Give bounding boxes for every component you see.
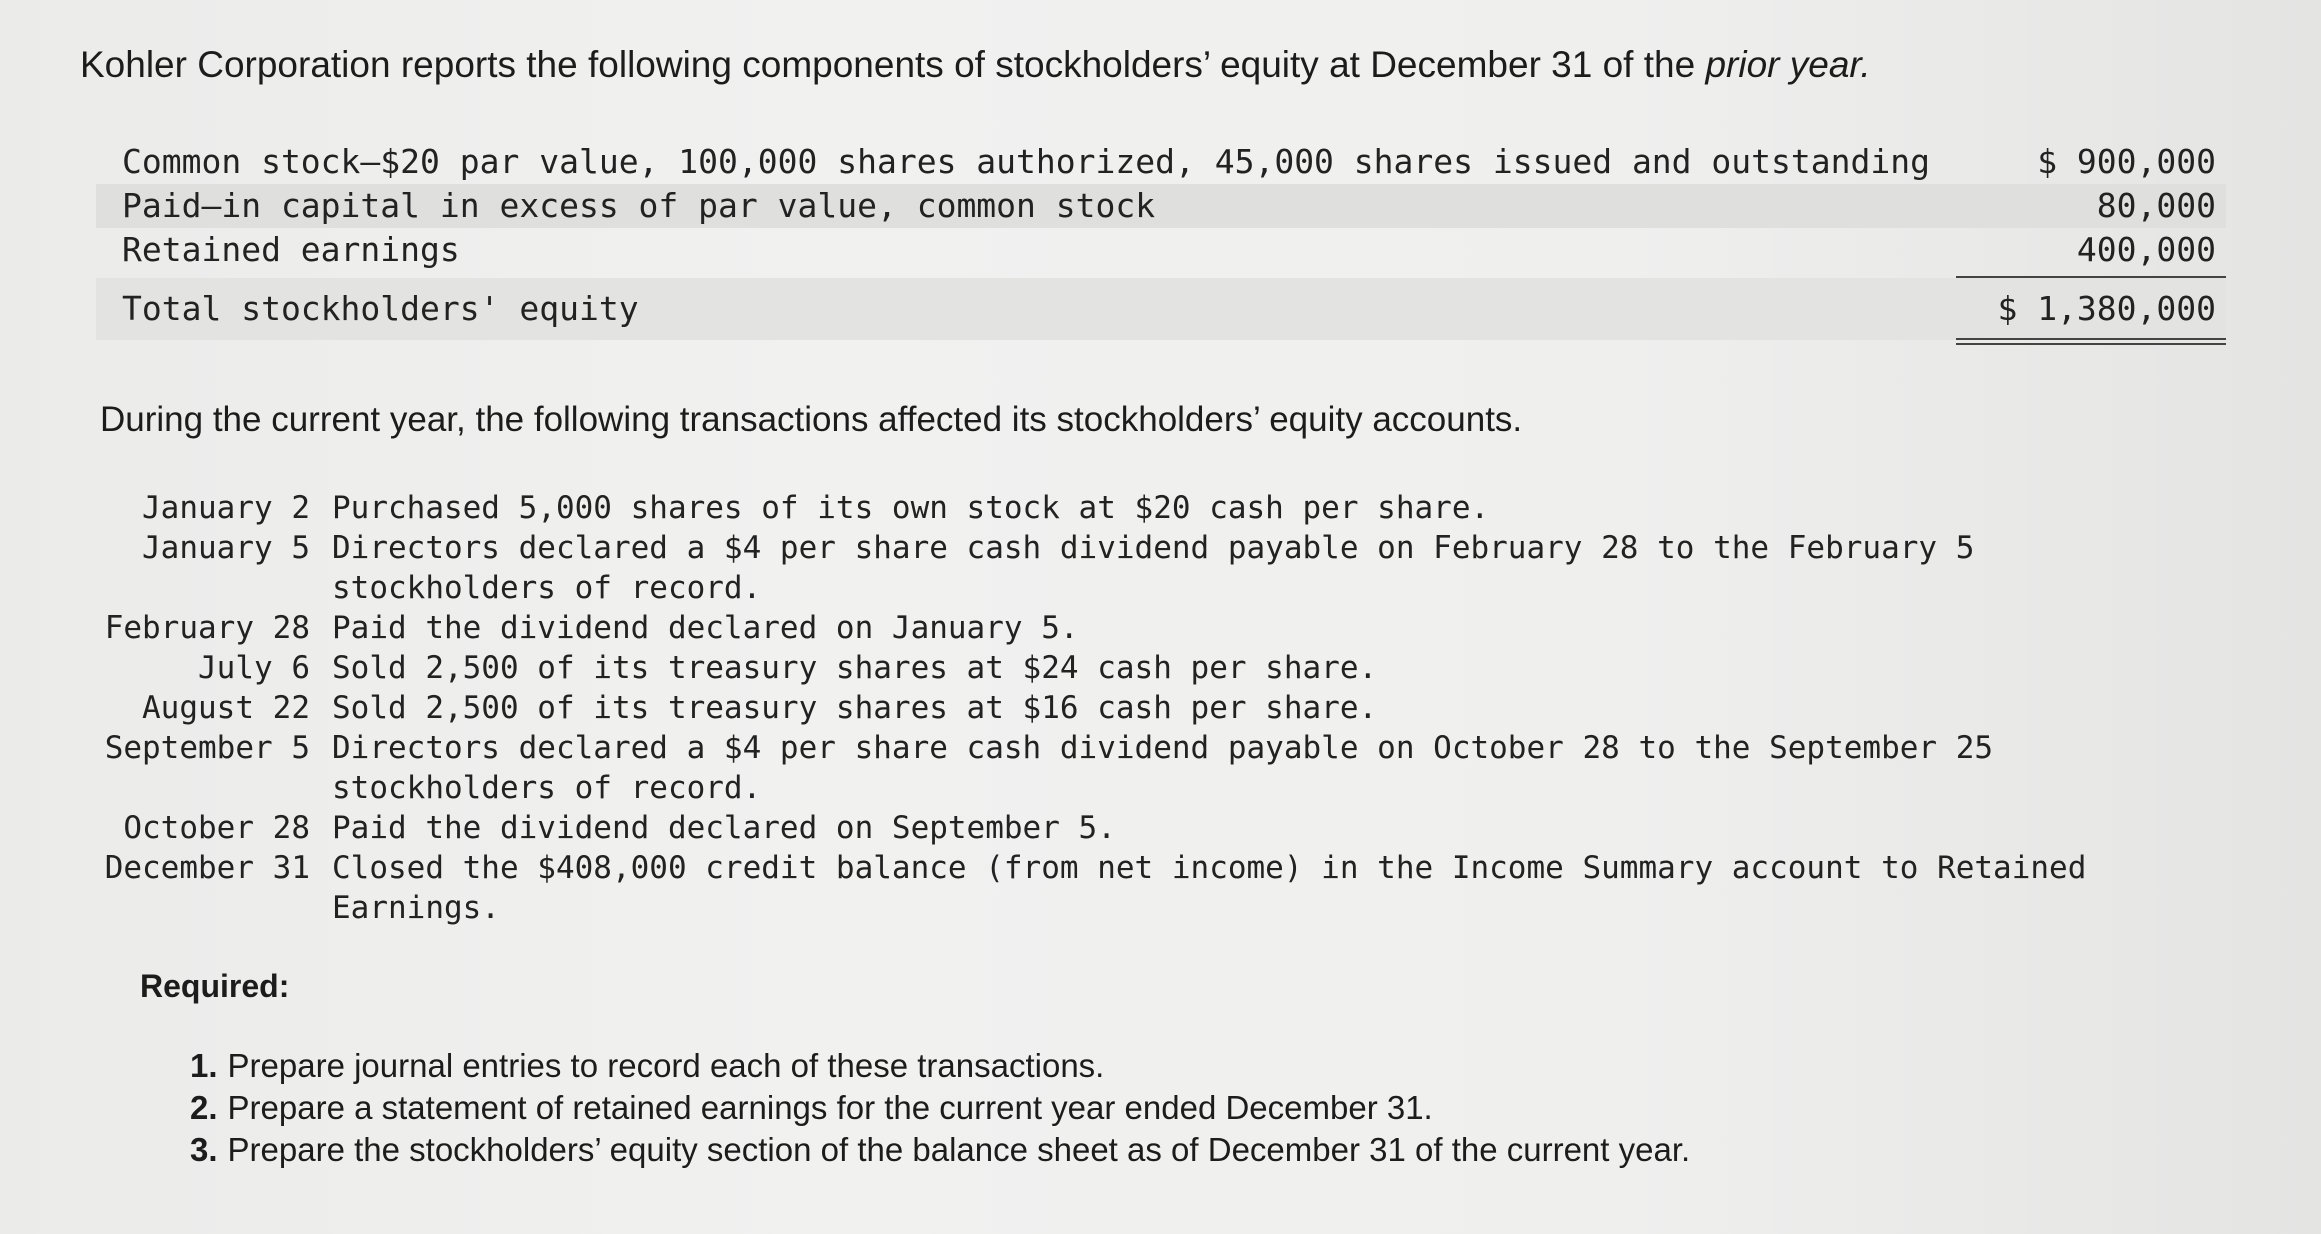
transaction-date: January 2 [142, 490, 310, 526]
transaction-item [100, 808, 2152, 848]
subtotal-underline [1956, 276, 2226, 278]
equity-row-amount: $ 900,000 [2037, 142, 2216, 181]
transaction-item [100, 608, 2152, 648]
equity-total-amount: $ 1,380,000 [1997, 289, 2216, 328]
equity-row-label: Retained earnings [122, 230, 460, 269]
transaction-item [100, 488, 2152, 528]
equity-row-paid-in-capital [96, 184, 2226, 228]
transaction-date: August 22 [142, 690, 310, 726]
transaction-item [100, 528, 2152, 608]
transaction-item [100, 728, 2152, 808]
equity-row-common-stock [96, 140, 2226, 184]
transaction-date: October 28 [123, 810, 310, 846]
transaction-text: Sold 2,500 of its treasury shares at $24 cash per share. [332, 650, 1378, 686]
transaction-text: Paid the dividend declared on September 5. [332, 810, 1116, 846]
required-heading: Required: [140, 968, 290, 1004]
required-list [190, 1045, 1690, 1171]
transaction-item [100, 648, 2152, 688]
required-item [190, 1087, 1690, 1129]
required-item-number: 1. [190, 1047, 218, 1084]
transaction-text: Sold 2,500 of its treasury shares at $16 cash per share. [332, 690, 1378, 726]
transaction-date: September 5 [104, 730, 310, 766]
transaction-text: Closed the $408,000 credit balance (from net income) in the Income Summary account to Retained Earnings. [332, 850, 2087, 926]
transaction-text: Directors declared a $4 per share cash dividend payable on February 28 to the February 5 stockholders of record. [332, 530, 1975, 606]
transaction-item [100, 848, 2152, 928]
required-item-number: 3. [190, 1131, 218, 1168]
equity-row-amount: 400,000 [2076, 230, 2216, 269]
required-item [190, 1129, 1690, 1171]
transaction-text: Directors declared a $4 per share cash dividend payable on October 28 to the September 25 stockholders of record. [332, 730, 1994, 806]
intro-text: Kohler Corporation reports the following components of stockholders’ equity at December 31 of the [80, 44, 1706, 85]
transactions-list [100, 488, 2152, 928]
equity-row-total [96, 278, 2226, 340]
equity-total-label: Total stockholders' equity [122, 289, 639, 328]
required-item-text: Prepare journal entries to record each of these transactions. [227, 1047, 1105, 1084]
transaction-text: Purchased 5,000 shares of its own stock at $20 cash per share. [332, 490, 1490, 526]
equity-row-retained-earnings [96, 228, 2226, 272]
intro-emphasis: prior year. [1705, 44, 1871, 85]
transaction-date: December 31 [104, 850, 310, 886]
transaction-text: Paid the dividend declared on January 5. [332, 610, 1079, 646]
required-item-number: 2. [190, 1089, 218, 1126]
stockholders-equity-table [96, 140, 2226, 340]
required-item-text: Prepare a statement of retained earnings for the current year ended December 31. [227, 1089, 1433, 1126]
transaction-date: January 5 [142, 530, 310, 566]
required-item-text: Prepare the stockholders’ equity section of the balance sheet as of December 31 of the current year. [227, 1131, 1691, 1168]
required-item [190, 1045, 1690, 1087]
total-double-underline [1956, 338, 2226, 345]
transaction-date: July 6 [198, 650, 310, 686]
equity-row-amount: 80,000 [2096, 186, 2216, 225]
transactions-intro: During the current year, the following transactions affected its stockholders’ equity accounts. [100, 400, 1523, 439]
equity-row-label: Paid—in capital in excess of par value, common stock [122, 186, 1156, 225]
intro-sentence [80, 44, 1871, 86]
equity-row-label: Common stock—$20 par value, 100,000 shares authorized, 45,000 shares issued and outstanding [122, 142, 1930, 181]
transaction-date: February 28 [104, 610, 310, 646]
transaction-item [100, 688, 2152, 728]
